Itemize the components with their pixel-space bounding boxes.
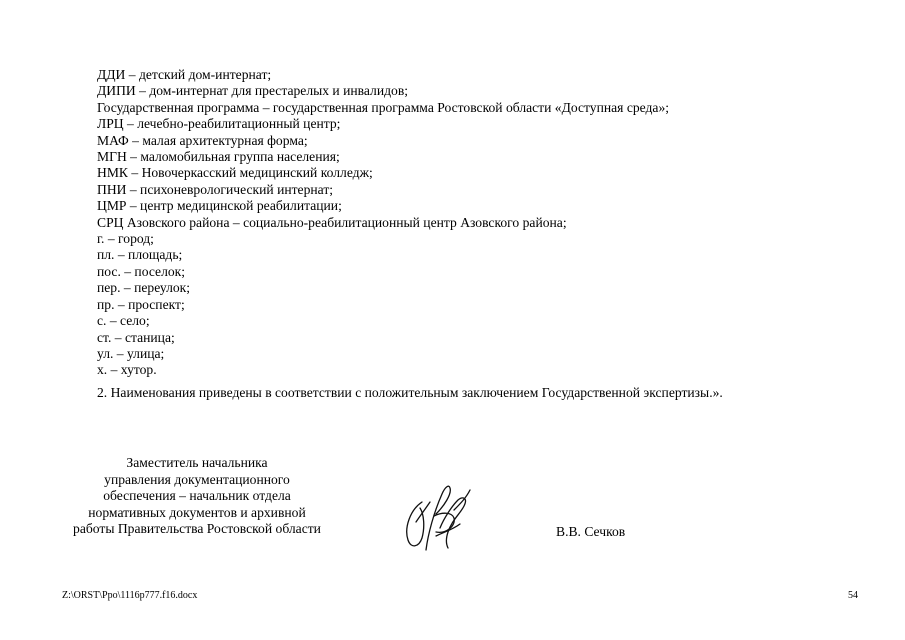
- abbreviation-item: ПНИ – психоневрологический интернат;: [97, 181, 334, 197]
- abbreviation-item: МАФ – малая архитектурная форма;: [97, 132, 308, 148]
- signatory-title-line: нормативных документов и архивной: [88, 504, 306, 520]
- abbreviation-item: ст. – станица;: [97, 329, 175, 345]
- signatory-title-line: обеспечения – начальник отдела: [103, 488, 291, 504]
- signatory-title-line: управления документационного: [104, 471, 290, 487]
- abbreviation-item: ДИПИ – дом-интернат для престарелых и инвалидов;: [97, 83, 409, 99]
- abbreviation-item: ДДИ – детский дом-интернат;: [97, 67, 272, 82]
- signatory-title: [52, 455, 342, 538]
- signer-name: В.В. Сечков: [556, 524, 626, 539]
- abbreviation-item: пос. – поселок;: [97, 263, 186, 279]
- abbreviation-item: с. – село;: [97, 313, 150, 329]
- signatory-title-line: Заместитель начальника: [126, 455, 268, 470]
- abbreviation-item: пр. – проспект;: [97, 296, 185, 312]
- abbreviations-list: [97, 67, 669, 379]
- abbreviation-item: г. – город;: [97, 231, 154, 247]
- page-number: 54: [848, 590, 858, 601]
- abbreviation-item: ул. – улица;: [97, 345, 165, 361]
- signatory-title-line: работы Правительства Ростовской области: [73, 521, 321, 537]
- handwritten-signature: [400, 476, 472, 554]
- abbreviation-item: х. – хутор.: [97, 362, 157, 378]
- abbreviation-item: Государственная программа – государственная программа Ростовской области «Доступная среда»;: [97, 99, 670, 115]
- abbreviation-item: МГН – маломобильная группа населения;: [97, 149, 340, 165]
- abbreviation-item: пл. – площадь;: [97, 247, 183, 263]
- footer-file-path: Z:\ORST\Ppo\1116p777.f16.docx: [62, 590, 198, 601]
- abbreviation-item: ЦМР – центр медицинской реабилитации;: [97, 198, 342, 214]
- abbreviation-item: ЛРЦ – лечебно-реабилитационный центр;: [97, 116, 341, 132]
- abbreviation-item: пер. – переулок;: [97, 280, 191, 296]
- closing-note: 2. Наименования приведены в соответствии с положительным заключением Государственной экспертизы.».: [97, 385, 723, 400]
- abbreviation-item: НМК – Новочеркасский медицинский колледж;: [97, 165, 373, 181]
- abbreviation-item: СРЦ Азовского района – социально-реабилитационный центр Азовского района;: [97, 214, 567, 230]
